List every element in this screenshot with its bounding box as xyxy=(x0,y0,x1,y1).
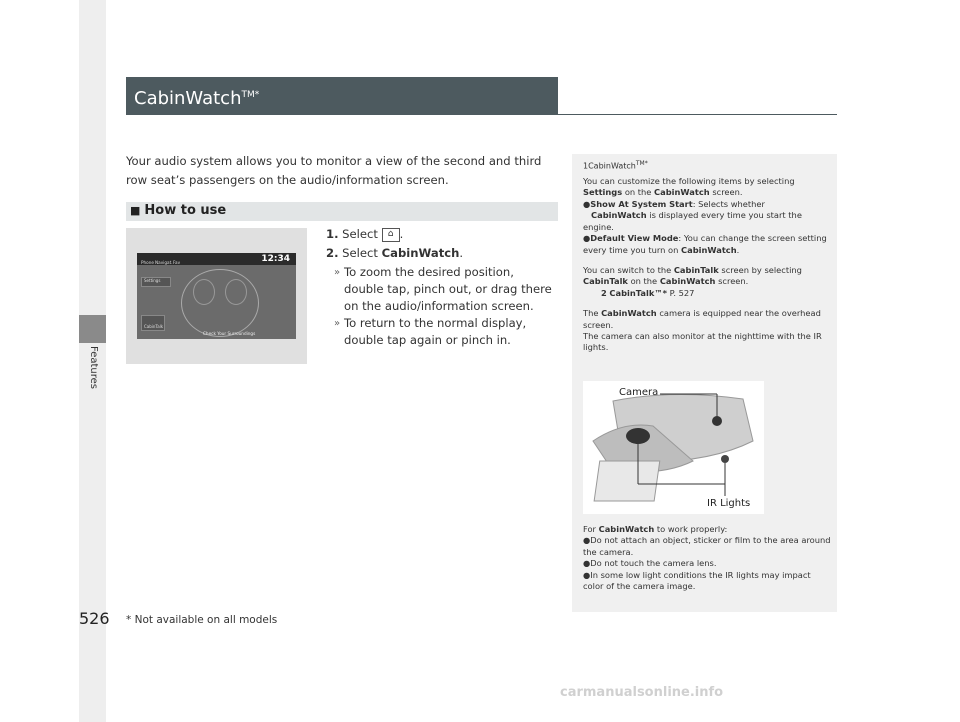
screen-seat-left xyxy=(193,279,215,305)
cross-reference: 2 CabinTalk™* P. 527 xyxy=(601,287,695,298)
sidebar-tab-marker xyxy=(79,315,106,343)
step-2-sub-2: » To return to the normal display, double tap again or pinch in. xyxy=(334,316,527,347)
screen-settings-button: Settings xyxy=(141,277,171,287)
screen-label-fav: Fav xyxy=(173,260,181,265)
note-ref-icon: 1 xyxy=(583,161,589,171)
sidebar-label: Features xyxy=(88,346,99,389)
ir-lights-callout: IR Lights xyxy=(707,498,751,509)
arrow-icon: » xyxy=(334,267,341,278)
footnote: * Not available on all models xyxy=(126,614,278,626)
note-bullet-3: ●In some low light conditions the IR lights may impact color of the camera image. xyxy=(583,569,811,592)
camera-drawing xyxy=(583,381,764,514)
note-para-1: You can customize the following items by selecting Settings on the CabinWatch screen. ●Show At System Start: Selects whether CabinWatch is displayed every time you start the engine. ●Default View Mode: You can change the screen setting every time you turn on CabinWatch. xyxy=(583,176,827,255)
screen-seat-right xyxy=(225,279,247,305)
note-para-4: For CabinWatch to work properly: xyxy=(583,524,728,534)
section-heading: ■ How to use xyxy=(130,203,227,218)
watermark: carmanualsonline.info xyxy=(560,685,724,700)
note-heading: 1CabinWatch$^{TM*}$ xyxy=(583,160,648,171)
page-number: 526 xyxy=(79,609,110,628)
home-icon: ⌂ xyxy=(382,228,400,242)
screen-cabintalk-button: CabinTalk xyxy=(141,315,165,331)
screen-illustration xyxy=(137,253,296,339)
note-para-3: The CabinWatch camera is equipped near the overhead screen. The camera can also monitor at the nighttime with the IR lights. xyxy=(583,308,822,353)
step-2-sub-1: » To zoom the desired position, double tap, pinch out, or drag there on the audio/information screen. xyxy=(334,265,552,313)
page-title: CabinWatch$^{TM*}$ xyxy=(134,88,260,109)
camera-callout: Camera xyxy=(619,387,659,398)
note-bullet-2: ●Do not touch the camera lens. xyxy=(583,558,717,569)
note-bullet-1: ●Do not attach an object, sticker or film to the area around the camera. xyxy=(583,535,831,557)
camera-illustration xyxy=(583,381,764,514)
note-content xyxy=(583,158,833,363)
ref-icon: 2 xyxy=(601,287,607,298)
arrow-icon: » xyxy=(334,318,341,329)
title-rule xyxy=(558,114,837,115)
screen-check-label: Check Your Surroundings xyxy=(203,331,256,336)
note-bottom xyxy=(583,524,833,592)
note-para-2: You can switch to the CabinTalk screen by selecting CabinTalk on the CabinWatch screen. 2 CabinTalk™* P. 527 xyxy=(583,264,802,298)
step-2: 2. Select CabinWatch. xyxy=(326,246,464,260)
screen-label-nav: Navigat. xyxy=(155,260,173,265)
step-1: 1. Select ⌂ . xyxy=(326,227,404,241)
steps xyxy=(326,226,556,349)
screen-clock: 12:34 xyxy=(261,254,290,264)
screen-label-phone: Phone xyxy=(141,260,154,265)
screen-cabin-view xyxy=(181,269,259,337)
intro-paragraph: Your audio system allows you to monitor a view of the second and third row seat’s passengers on the audio/information screen. xyxy=(126,154,542,187)
